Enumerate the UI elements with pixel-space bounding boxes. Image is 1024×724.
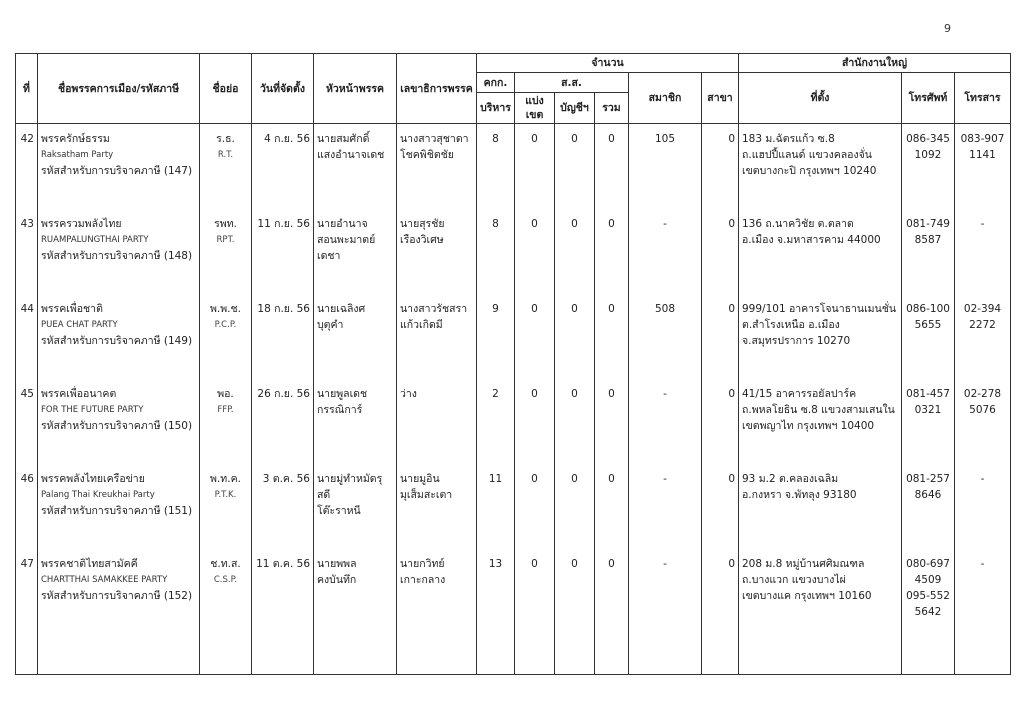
page-number: 9 bbox=[944, 22, 951, 35]
leader-line-2: คงบันทึก bbox=[317, 573, 357, 586]
secretary-cell bbox=[397, 379, 477, 464]
leader-cell bbox=[314, 209, 397, 294]
table-row bbox=[16, 209, 1011, 294]
header-secretary: เลขาธิการพรรค bbox=[397, 54, 477, 124]
founded-date: 3 ต.ค. 56 bbox=[252, 464, 314, 549]
address-line-2: ถ.แฮปปี้แลนด์ แขวงคลองจั่น bbox=[742, 149, 872, 161]
founded-date: 18 ก.ย. 56 bbox=[252, 294, 314, 379]
secretary-line-2: เกาะกลาง bbox=[400, 573, 446, 586]
header-address: ที่ตั้ง bbox=[739, 73, 902, 124]
party-name-th: พรรคเพื่ออนาคต bbox=[41, 387, 117, 400]
address-line-3: จ.สมุทรปราการ 10270 bbox=[742, 334, 851, 347]
header-leader: หัวหน้าพรรค bbox=[314, 54, 397, 124]
party-registry-table bbox=[15, 53, 1011, 675]
header-hq-group: สำนักงานใหญ่ bbox=[739, 54, 1011, 73]
abbr-th: ร.ธ. bbox=[216, 133, 235, 145]
fax-line-1: 083-907 bbox=[960, 133, 1005, 145]
leader-line-2: บุตุคำ bbox=[317, 318, 344, 331]
abbr-cell bbox=[200, 549, 252, 675]
table-row bbox=[16, 294, 1011, 379]
fax-line-1: 02-394 bbox=[963, 302, 1002, 315]
party-name-th: พรรคพลังไทยเครือข่าย bbox=[41, 472, 145, 485]
party-name-en: Raksatham Party bbox=[41, 150, 114, 160]
phone-line-1: 081-257 bbox=[906, 472, 950, 485]
leader-line-1: นายอำนาจ bbox=[317, 217, 368, 230]
address-cell bbox=[739, 294, 902, 379]
phone-line-2: 5655 bbox=[914, 318, 942, 331]
row-no: 44 bbox=[16, 294, 38, 379]
secretary-cell bbox=[397, 124, 477, 209]
mp-district-count: 0 bbox=[515, 294, 555, 379]
address-cell bbox=[739, 549, 902, 675]
address-line-2: ถ.บางแวก แขวงบางไผ่ bbox=[742, 573, 846, 586]
address-line-2: อ.กงหรา จ.พัทลุง 93180 bbox=[742, 488, 857, 501]
address-line-2: ต.สำโรงเหนือ อ.เมือง bbox=[742, 318, 840, 331]
header-branches: สาขา bbox=[702, 73, 739, 124]
header-mp-district: แบ่งเขต bbox=[515, 93, 555, 124]
row-no: 46 bbox=[16, 464, 38, 549]
secretary-cell bbox=[397, 209, 477, 294]
row-no: 47 bbox=[16, 549, 38, 675]
table-body bbox=[16, 124, 1011, 675]
fax-cell bbox=[955, 549, 1011, 675]
members-count: 105 bbox=[629, 124, 702, 209]
phone-cell bbox=[902, 464, 955, 549]
address-line-2: อ.เมือง จ.มหาสารคาม 44000 bbox=[742, 233, 881, 246]
header-name: ชื่อพรรคการเมือง/รหัสภาษี bbox=[38, 54, 200, 124]
leader-line-1: นายพพล bbox=[317, 557, 357, 570]
phone-line-2: 0321 bbox=[914, 403, 942, 416]
leader-line-1: นายพูลเดช bbox=[317, 387, 368, 400]
secretary-line-2: เรืองวิเศษ bbox=[400, 233, 444, 246]
party-tax-code: รหัสสำหรับการบริจาคภาษี (151) bbox=[41, 504, 193, 517]
address-line-3: เขตบางแค กรุงเทพฯ 10160 bbox=[742, 589, 872, 602]
leader-line-1: นายมู่ทำหมัดรุสดี bbox=[317, 472, 383, 501]
committee-count: 8 bbox=[477, 124, 515, 209]
phone-line-2: 8646 bbox=[914, 488, 942, 501]
header-members: สมาชิก bbox=[629, 73, 702, 124]
abbr-en: R.T. bbox=[217, 150, 234, 160]
abbr-cell bbox=[200, 464, 252, 549]
leader-line-1: นายเฉลิงศ bbox=[317, 302, 366, 315]
phone-cell bbox=[902, 379, 955, 464]
founded-date: 11 ต.ค. 56 bbox=[252, 549, 314, 675]
secretary-line-2: มุเส็มสะเตา bbox=[400, 488, 453, 501]
mp-total-count: 0 bbox=[595, 124, 629, 209]
committee-count: 8 bbox=[477, 209, 515, 294]
mp-list-count: 0 bbox=[555, 124, 595, 209]
address-cell bbox=[739, 379, 902, 464]
address-line-1: 136 ถ.นาควิชัย ต.ตลาด bbox=[742, 217, 854, 230]
abbr-en: P.C.P. bbox=[214, 319, 237, 330]
leader-line-2: กรรณิการ์ bbox=[317, 403, 363, 416]
secretary-line-2: โชคพิชิตชัย bbox=[400, 149, 454, 161]
address-line-3: เขตพญาไท กรุงเทพฯ 10400 bbox=[742, 419, 875, 432]
leader-cell bbox=[314, 549, 397, 675]
secretary-cell bbox=[397, 549, 477, 675]
address-line-2: ถ.พหลโยธิน ซ.8 แขวงสามเสนใน bbox=[742, 403, 895, 416]
party-name-th: พรรคเพื่อชาติ bbox=[41, 302, 103, 315]
address-line-1: 183 ม.ฉัตรแก้ว ซ.8 bbox=[742, 133, 835, 145]
secretary-line-1: นางสาวรัชสรา bbox=[400, 302, 468, 315]
secretary-line-1: นายมูอิน bbox=[400, 472, 440, 485]
header-phone: โทรศัพท์ bbox=[902, 73, 955, 124]
committee-count: 2 bbox=[477, 379, 515, 464]
secretary-line-1: ว่าง bbox=[400, 387, 417, 400]
party-name-en: FOR THE FUTURE PARTY bbox=[41, 404, 144, 415]
phone-line-1: 081-749 bbox=[906, 217, 950, 230]
address-cell bbox=[739, 464, 902, 549]
address-line-1: 999/101 อาคารโจนาธานเมนชั่น bbox=[742, 302, 897, 315]
row-no: 43 bbox=[16, 209, 38, 294]
fax-line-1: 02-278 bbox=[963, 387, 1002, 400]
abbr-en: FFP. bbox=[217, 404, 234, 415]
abbr-th: รพท. bbox=[214, 217, 237, 230]
fax-line-1: - bbox=[980, 472, 985, 485]
party-name-en: RUAMPALUNGTHAI PARTY bbox=[41, 234, 149, 245]
leader-line-1: นายสมศักดิ์ bbox=[317, 133, 370, 145]
fax-cell bbox=[955, 464, 1011, 549]
members-count: 508 bbox=[629, 294, 702, 379]
party-tax-code: รหัสสำหรับการบริจาคภาษี (147) bbox=[41, 165, 193, 177]
secretary-line-2: แก้วเกิดมี bbox=[400, 318, 443, 331]
fax-cell bbox=[955, 124, 1011, 209]
fax-line-2: 5076 bbox=[969, 403, 996, 416]
abbr-th: พ.ท.ค. bbox=[210, 472, 241, 485]
fax-line-1: - bbox=[980, 557, 985, 570]
party-tax-code: รหัสสำหรับการบริจาคภาษี (149) bbox=[41, 334, 193, 347]
abbr-en: P.T.K. bbox=[214, 489, 237, 500]
abbr-th: พอ. bbox=[217, 387, 234, 400]
phone-line-1: 080-697 bbox=[906, 557, 950, 570]
mp-total-count: 0 bbox=[595, 209, 629, 294]
phone-cell bbox=[902, 294, 955, 379]
mp-total-count: 0 bbox=[595, 379, 629, 464]
header-no: ที่ bbox=[16, 54, 38, 124]
branches-count: 0 bbox=[702, 464, 739, 549]
table-row bbox=[16, 549, 1011, 675]
header-mp-total: รวม bbox=[595, 93, 629, 124]
committee-count: 11 bbox=[477, 464, 515, 549]
table-header bbox=[16, 54, 1011, 124]
party-name-th: พรรครวมพลังไทย bbox=[41, 217, 122, 230]
founded-date: 4 ก.ย. 56 bbox=[252, 124, 314, 209]
committee-count: 9 bbox=[477, 294, 515, 379]
fax-cell bbox=[955, 379, 1011, 464]
phone-line-3: 095-552 bbox=[906, 589, 950, 602]
secretary-line-1: นายกวิทย์ bbox=[400, 557, 445, 570]
mp-list-count: 0 bbox=[555, 379, 595, 464]
address-cell bbox=[739, 124, 902, 209]
party-name-cell bbox=[38, 124, 200, 209]
founded-date: 11 ก.ย. 56 bbox=[252, 209, 314, 294]
abbr-cell bbox=[200, 124, 252, 209]
abbr-cell bbox=[200, 294, 252, 379]
party-name-cell bbox=[38, 379, 200, 464]
party-name-cell bbox=[38, 464, 200, 549]
members-count: - bbox=[629, 379, 702, 464]
branches-count: 0 bbox=[702, 124, 739, 209]
abbr-th: พ.พ.ช. bbox=[210, 302, 241, 315]
party-name-en: PUEA CHAT PARTY bbox=[41, 319, 118, 330]
table-row bbox=[16, 379, 1011, 464]
abbr-cell bbox=[200, 209, 252, 294]
table-row bbox=[16, 124, 1011, 209]
mp-district-count: 0 bbox=[515, 379, 555, 464]
party-name-en: Palang Thai Kreukhai Party bbox=[41, 489, 155, 500]
party-name-en: CHARTTHAI SAMAKKEE PARTY bbox=[41, 574, 168, 585]
phone-cell bbox=[902, 124, 955, 209]
phone-line-1: 081-457 bbox=[906, 387, 950, 400]
mp-list-count: 0 bbox=[555, 209, 595, 294]
header-committee-sub: บริหาร bbox=[477, 93, 515, 124]
abbr-en: C.S.P. bbox=[213, 574, 238, 585]
phone-cell bbox=[902, 549, 955, 675]
address-cell bbox=[739, 209, 902, 294]
leader-line-2: โต๊ะราหนี bbox=[317, 504, 361, 517]
party-name-cell bbox=[38, 209, 200, 294]
secretary-cell bbox=[397, 294, 477, 379]
leader-cell bbox=[314, 124, 397, 209]
founded-date: 26 ก.ย. 56 bbox=[252, 379, 314, 464]
fax-line-1: - bbox=[980, 217, 985, 230]
row-no: 42 bbox=[16, 124, 38, 209]
abbr-th: ช.ท.ส. bbox=[210, 557, 241, 570]
leader-cell bbox=[314, 294, 397, 379]
fax-cell bbox=[955, 294, 1011, 379]
address-line-1: 208 ม.8 หมู่บ้านศศิมณฑล bbox=[742, 557, 865, 570]
phone-line-4: 5642 bbox=[914, 605, 942, 618]
committee-count: 13 bbox=[477, 549, 515, 675]
fax-cell bbox=[955, 209, 1011, 294]
members-count: - bbox=[629, 464, 702, 549]
secretary-line-1: นางสาวสุชาดา bbox=[400, 133, 469, 145]
header-fax: โทรสาร bbox=[955, 73, 1011, 124]
mp-total-count: 0 bbox=[595, 549, 629, 675]
address-line-1: 41/15 อาคารรอยัลปาร์ค bbox=[742, 387, 857, 400]
party-name-th: พรรครักษ์ธรรม bbox=[41, 133, 110, 145]
mp-total-count: 0 bbox=[595, 294, 629, 379]
phone-line-1: 086-345 bbox=[906, 133, 950, 145]
phone-line-1: 086-100 bbox=[906, 302, 950, 315]
branches-count: 0 bbox=[702, 549, 739, 675]
header-committee: คกก. bbox=[477, 73, 515, 93]
secretary-line-1: นายสุรชัย bbox=[400, 217, 445, 230]
mp-district-count: 0 bbox=[515, 464, 555, 549]
header-founded: วันที่จัดตั้ง bbox=[252, 54, 314, 124]
mp-district-count: 0 bbox=[515, 549, 555, 675]
members-count: - bbox=[629, 209, 702, 294]
phone-line-2: 8587 bbox=[914, 233, 942, 246]
mp-list-count: 0 bbox=[555, 464, 595, 549]
leader-cell bbox=[314, 379, 397, 464]
phone-line-2: 1092 bbox=[914, 149, 942, 161]
header-abbr: ชื่อย่อ bbox=[200, 54, 252, 124]
header-mp-group: ส.ส. bbox=[515, 73, 629, 93]
branches-count: 0 bbox=[702, 379, 739, 464]
abbr-cell bbox=[200, 379, 252, 464]
mp-list-count: 0 bbox=[555, 294, 595, 379]
mp-district-count: 0 bbox=[515, 209, 555, 294]
leader-line-2: สอนพะมาตย์เดชา bbox=[317, 233, 376, 262]
abbr-en: RPT. bbox=[216, 234, 235, 245]
party-tax-code: รหัสสำหรับการบริจาคภาษี (150) bbox=[41, 419, 193, 432]
address-line-3: เขตบางกะปิ กรุงเทพฯ 10240 bbox=[742, 165, 877, 177]
table-row bbox=[16, 464, 1011, 549]
header-count-group: จำนวน bbox=[477, 54, 739, 73]
leader-line-2: แสงอำนาจเดช bbox=[317, 149, 385, 161]
party-name-cell bbox=[38, 294, 200, 379]
party-name-th: พรรคชาติไทยสามัคคี bbox=[41, 557, 138, 570]
mp-total-count: 0 bbox=[595, 464, 629, 549]
branches-count: 0 bbox=[702, 294, 739, 379]
address-line-1: 93 ม.2 ต.คลองเฉลิม bbox=[742, 472, 839, 485]
party-name-cell bbox=[38, 549, 200, 675]
header-mp-list: บัญชีฯ bbox=[555, 93, 595, 124]
party-tax-code: รหัสสำหรับการบริจาคภาษี (148) bbox=[41, 249, 193, 262]
members-count: - bbox=[629, 549, 702, 675]
secretary-cell bbox=[397, 464, 477, 549]
leader-cell bbox=[314, 464, 397, 549]
fax-line-2: 1141 bbox=[969, 149, 996, 161]
mp-list-count: 0 bbox=[555, 549, 595, 675]
branches-count: 0 bbox=[702, 209, 739, 294]
phone-line-2: 4509 bbox=[914, 573, 942, 586]
phone-cell bbox=[902, 209, 955, 294]
fax-line-2: 2272 bbox=[969, 318, 996, 331]
party-tax-code: รหัสสำหรับการบริจาคภาษี (152) bbox=[41, 589, 193, 602]
row-no: 45 bbox=[16, 379, 38, 464]
mp-district-count: 0 bbox=[515, 124, 555, 209]
